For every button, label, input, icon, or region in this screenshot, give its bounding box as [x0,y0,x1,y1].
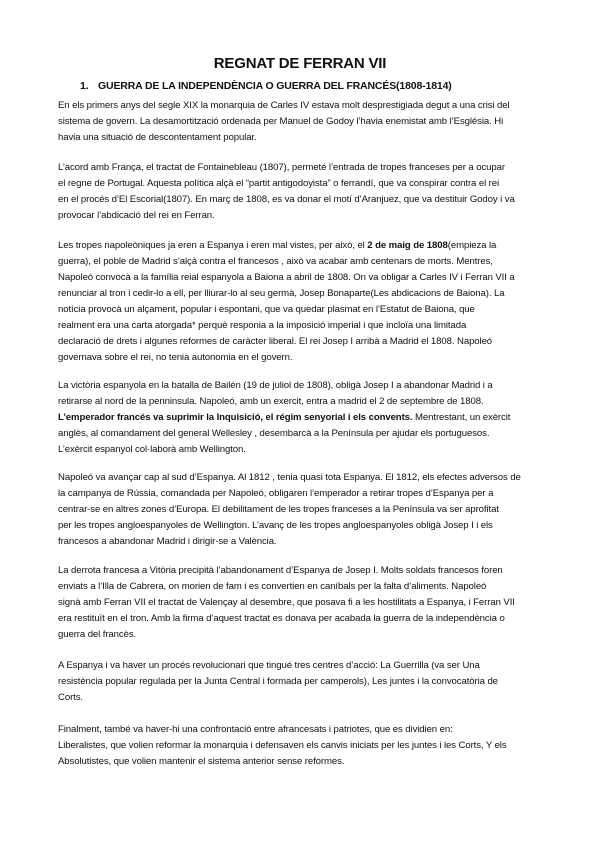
paragraph-line [58,658,548,674]
paragraph-line [58,160,548,176]
paragraph-line [58,350,548,366]
line-text: resistència popular regulada per la Junta Central i formada per camperols), Les juntes i la convocatòria de [58,676,498,687]
line-text: provocar l’abdicació del rei en Ferran. [58,210,215,221]
paragraph-line [58,254,548,270]
line-text: francesos a abandonar Madrid i dirigir-se a València. [58,536,277,547]
line-text: Napoleó convocà a la família reial espanyola a Baiona a abril de 1808. On va obligar a Carles IV i Ferran VII a [58,272,515,283]
line-text: retirarse al nord de la penninsula. Napoleó, amb un exercit, entra a madrid el 2 de septembre de 1808. [58,396,484,407]
paragraph-line [58,318,548,334]
paragraph [58,722,548,770]
line-text: L’acord amb França, el tractat de Fontainebleau (1807), permeté l’entrada de tropes franceses per a ocupar [58,162,505,173]
paragraph [58,98,548,146]
paragraph-line [58,98,548,114]
line-text: renunciar al tron i cedir-lo a ell, per lliurar-lo al seu germà, Josep Bonaparte(Les abdicacions de Baiona). La [58,288,505,299]
line-text: Napoleó va avançar cap al sud d’Espanya. Al 1812 , tenia quasi tota Espanya. El 1812, els efectes adversos de [58,472,521,483]
line-text: En els primers anys del segle XIX la monarquia de Carles IV estava molt desprestigiada degut a una crisi del [58,100,510,111]
paragraph-line [58,627,548,643]
paragraph-line [58,563,548,579]
line-text: guerra), el poble de Madrid s’alçà contra el francesos , això va acabar amb centenars de morts. Mentres, [58,256,493,267]
line-text: declaració de drets i algunes reformes de caràcter liberal. El rei Josep I arribà a Madrid el 1808. Napoleó [58,336,493,347]
section-heading-text: GUERRA DE LA INDEPENDÈNCIA O GUERRA DEL FRANCÉS(1808-1814) [98,80,452,92]
paragraph-line [58,334,548,350]
line-text: era restituït en el tron. Amb la firma d’aquest tractat es donava per acabada la guerra de la independència o [58,613,505,624]
line-text: enviats a l’Illa de Cabrera, on morien de fam i es convertien en caníbals per la falta d’aliments. Napoleó [58,581,487,592]
line-text: La victòria espanyola en la batalla de Bailén (19 de juliol de 1808), obligà Josep I a abandonar Madrid i a [58,380,493,391]
paragraph [58,238,548,366]
paragraph-line [58,394,548,410]
section-heading [80,80,452,92]
paragraph-line [58,486,548,502]
paragraph-line [58,502,548,518]
line-text: en el procés d’El Escorial(1807). En març de 1808, es va donar el motí d’Aranjuez, que va destituir Godoy i va [58,194,515,205]
line-text: Liberalistes, que volien reformar la monarquia i defensaven els canvis iniciats per les juntes i les Corts, Y els [58,740,507,751]
line-text: el regne de Portugal. Aquesta política alçà el “partit antigodoyista” o ferrandí, que va conspirar contra el rei [58,178,500,189]
paragraph-line [58,426,548,442]
line-text: A Espanya i va haver un procés revolucionari que tingué tres centres d’acció: La Guerrilla (va ser Una [58,660,480,671]
line-text: notícia provocà un alçament, popular i espontani, que va quedar plasmat en l’Estatut de Baiona, que [58,304,475,315]
paragraph-line [58,238,548,254]
paragraph-line [58,130,548,146]
paragraph-line [58,518,548,534]
paragraph-line [58,690,548,706]
paragraph-line [58,114,548,130]
paragraph-line [58,470,548,486]
paragraph-line [58,722,548,738]
paragraph-line [58,270,548,286]
line-text: Les tropes napoleòniques ja eren a Espanya i eren mal vistes, per això, el [58,240,368,251]
paragraph-line [58,378,548,394]
paragraph-line [58,208,548,224]
paragraph-line [58,595,548,611]
line-text: realment era una carta atorgada* perquè responia a la imposició imperial i que incloïa una limitada [58,320,467,331]
paragraph [58,658,548,706]
line-text: anglès, al comandament del general Wellesley , desembarcà a la Península per ajudar els portuguesos. [58,428,490,439]
paragraph [58,563,548,643]
line-text: (empieza la [447,240,497,251]
line-text: governava sobre el rei, no tenia autonomia en el govern. [58,352,293,363]
paragraph [58,378,548,458]
line-text: Absolutistes, que volien mantenir el sistema anterior sense reformes. [58,756,345,767]
paragraph-line [58,579,548,595]
paragraph-line [58,410,548,426]
line-text: Mentrestant, un exèrcit [412,412,511,423]
paragraph-line [58,534,548,550]
paragraph-line [58,754,548,770]
paragraph-line [58,611,548,627]
paragraph [58,160,548,224]
line-text: centrar-se en altres zones d’Europa. El debilitament de les tropes franceses a la Península va ser aprofitat [58,504,499,515]
line-text: signà amb Ferran VII el tractat de Valençay al desembre, que posava fi a les hostilitats a Espanya, i Ferran VII [58,597,515,608]
line-text: havia una situació de descontentament popular. [58,132,257,143]
paragraph-line [58,674,548,690]
page-title: REGNAT DE FERRAN VII [213,55,387,72]
line-text: per les tropes angloespanyoles de Wellington. L’avanç de les tropes angloespanyoles obligà Josep I i els [58,520,493,531]
bold-text: L’emperador francés va suprimir la Inquisició, el régim senyorial i els convents. [58,412,413,423]
paragraph-line [58,286,548,302]
paragraph-line [58,176,548,192]
paragraph-line [58,192,548,208]
line-text: Corts. [58,692,83,703]
paragraph-line [58,302,548,318]
paragraph-line [58,738,548,754]
paragraph [58,470,548,550]
section-number: 1. [80,80,89,92]
line-text: L’exèrcit espanyol col·laborà amb Wellington. [58,444,246,455]
line-text: La derrota francesa a Vitòria precipità l’abandonament d’Espanya de Josep I. Molts soldats francesos foren [58,565,503,576]
bold-text: 2 de maig de 1808 [367,240,448,251]
line-text: sistema de govern. La desamortització ordenada per Manuel de Godoy l’havia enemistat amb l’Església. Hi [58,116,504,127]
line-text: guerra del francès. [58,629,137,640]
paragraph-line [58,442,548,458]
line-text: Finalment, també va haver-hi una confrontació entre afrancesats i patriotes, que es dividien en: [58,724,453,735]
line-text: la campanya de Rússia, comandada per Napoleó, obligaren l’emperador a retirar tropes d’Espanya per a [58,488,494,499]
